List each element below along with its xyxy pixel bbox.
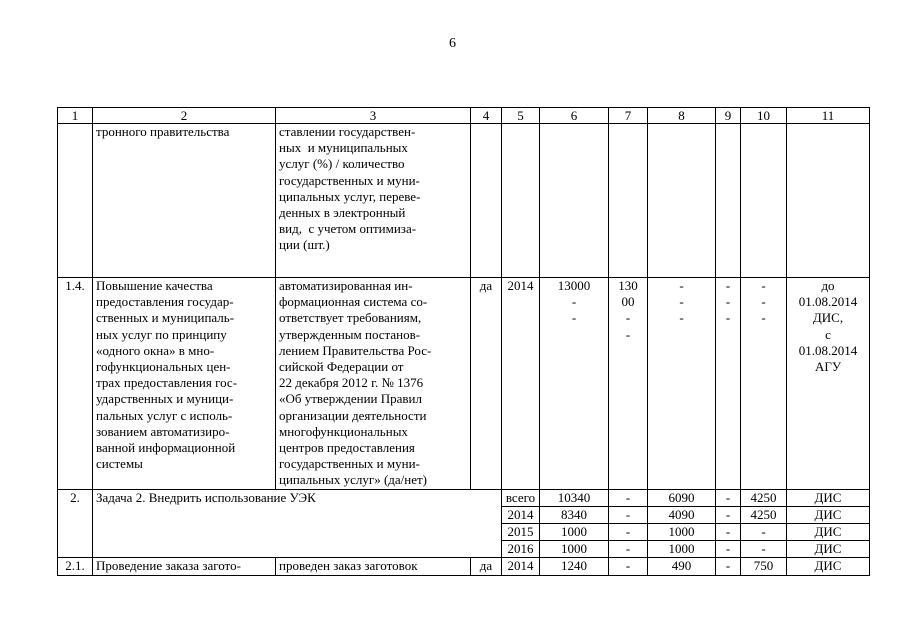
page-number: 6 (449, 36, 456, 51)
cell-col10: - (741, 524, 787, 541)
cell-col9: - (716, 524, 741, 541)
cell-indicator: автоматизированная ин- формационная система со- ответствует требованиям, утвержденным постанов- лением Правительства Рос- сийской Федерации от 22 декабря 2012 г. № 1376 «Об утверждении Правил организации деятельности многофункциональных центров предоставления государственных и муни- ципальных услуг» (да/нет) (276, 278, 471, 490)
cell-empty (502, 124, 540, 278)
cell-empty (648, 124, 716, 278)
cell-indicator: проведен заказ заготовок (276, 558, 471, 575)
cell-col9: - (716, 506, 741, 523)
cell-col9: - (716, 541, 741, 558)
cell-col7: - (609, 541, 648, 558)
cell-year: 2014 (502, 506, 540, 523)
header-cell: 1 (58, 108, 93, 124)
cell-year: 2014 (502, 278, 540, 490)
cell-col9: - (716, 558, 741, 575)
cell-executor: ДИС (787, 506, 870, 523)
cell-total: 13000 - - (540, 278, 609, 490)
cell-col8: 1000 (648, 541, 716, 558)
cell-col8: 6090 (648, 489, 716, 506)
cell-total: 1240 (540, 558, 609, 575)
header-cell: 5 (502, 108, 540, 124)
cell-flag: да (471, 278, 502, 490)
cell-col10: 4250 (741, 489, 787, 506)
cell-measure-name: Проведение заказа загото- (93, 558, 276, 575)
cell-col10: - (741, 541, 787, 558)
cell-col10: 750 (741, 558, 787, 575)
header-cell: 11 (787, 108, 870, 124)
header-cell: 9 (716, 108, 741, 124)
continuation-row (58, 124, 870, 278)
cell-col8: - - - (648, 278, 716, 490)
cell-year: 2015 (502, 524, 540, 541)
cell-empty (787, 124, 870, 278)
cell-year: всего (502, 489, 540, 506)
task-2-title: Задача 2. Внедрить использование УЭК (93, 489, 502, 558)
cell-col7: - (609, 506, 648, 523)
cell-num: 1.4. (58, 278, 93, 490)
plan-table (57, 107, 870, 576)
cell-total: 1000 (540, 524, 609, 541)
header-cell: 4 (471, 108, 502, 124)
cell-year: 2016 (502, 541, 540, 558)
cell-indicator: ставлении государствен- ных и муниципальных услуг (%) / количество государственных и муни- ципальных услуг, переве- денных в электронный вид, с учетом оптимиза- ции (шт.) (276, 124, 471, 278)
task-2-row (58, 489, 870, 506)
cell-empty (741, 124, 787, 278)
header-row (58, 108, 870, 124)
row-2-1 (58, 558, 870, 575)
cell-executor: ДИС (787, 558, 870, 575)
cell-measure-name: Повышение качества предоставления государ- ственных и муниципаль- ных услуг по принципу «одного окна» в мно- гофункциональных цен- трах предоставления гос- ударственных и муници- пальных услуг с исполь- зованием автоматизиро- ванной информационной системы (93, 278, 276, 490)
cell-executor: ДИС (787, 489, 870, 506)
header-cell: 6 (540, 108, 609, 124)
cell-col8: 1000 (648, 524, 716, 541)
cell-executor: ДИС (787, 524, 870, 541)
cell-empty (540, 124, 609, 278)
cell-measure-name: тронного правительства (93, 124, 276, 278)
cell-total: 8340 (540, 506, 609, 523)
cell-col7: - (609, 558, 648, 575)
cell-empty (716, 124, 741, 278)
header-cell: 3 (276, 108, 471, 124)
cell-executor: до 01.08.2014 ДИС, с 01.08.2014 АГУ (787, 278, 870, 490)
cell-col9: - (716, 489, 741, 506)
cell-col9: - - - (716, 278, 741, 490)
cell-num (58, 124, 93, 278)
cell-col10: 4250 (741, 506, 787, 523)
cell-empty (609, 124, 648, 278)
header-cell: 2 (93, 108, 276, 124)
cell-flag: да (471, 558, 502, 575)
cell-total: 10340 (540, 489, 609, 506)
cell-total: 1000 (540, 541, 609, 558)
cell-executor: ДИС (787, 541, 870, 558)
cell-col10: - - - (741, 278, 787, 490)
cell-col7: 130 00 - - (609, 278, 648, 490)
cell-empty (471, 124, 502, 278)
row-1-4 (58, 278, 870, 490)
header-cell: 8 (648, 108, 716, 124)
cell-col8: 4090 (648, 506, 716, 523)
cell-num: 2. (58, 489, 93, 558)
cell-year: 2014 (502, 558, 540, 575)
cell-col7: - (609, 524, 648, 541)
header-cell: 10 (741, 108, 787, 124)
cell-num: 2.1. (58, 558, 93, 575)
header-cell: 7 (609, 108, 648, 124)
cell-col7: - (609, 489, 648, 506)
cell-col8: 490 (648, 558, 716, 575)
